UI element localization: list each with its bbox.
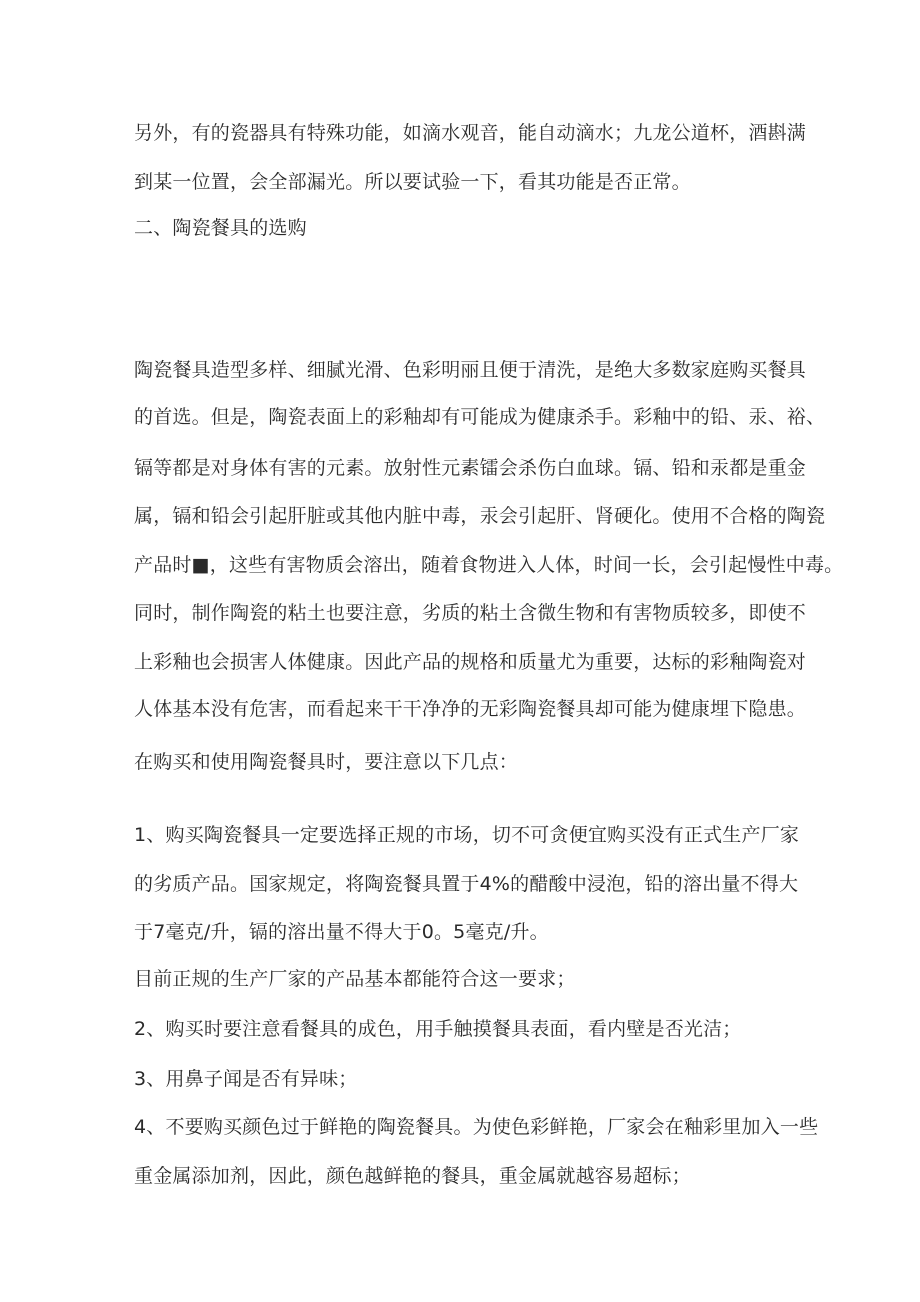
body-line-5: 产品时■，这些有害物质会溶出，随着食物进入人体，时间一长，会引起慢性中毒。 bbox=[134, 554, 844, 576]
tip-2: 2、购买时要注意看餐具的成色，用手触摸餐具表面，看内壁是否光洁； bbox=[134, 1018, 742, 1040]
tip-3: 3、用鼻子闻是否有异味； bbox=[134, 1068, 358, 1090]
body-line-7: 上彩釉也会损害人体健康。因此产品的规格和质量尤为重要，达标的彩釉陶瓷对 bbox=[134, 651, 807, 673]
tip-1-line-1: 1、购买陶瓷餐具一定要选择正规的市场，切不可贪便宜购买没有正式生产厂家 bbox=[134, 824, 800, 846]
body-line-4: 属，镉和铅会引起肝脏或其他内脏中毒，汞会引起肝、肾硬化。使用不合格的陶瓷 bbox=[134, 505, 826, 527]
tip-1-line-3: 于7毫克/升，镉的溶出量不得大于0。5毫克/升。 bbox=[134, 921, 549, 943]
tips-intro: 在购买和使用陶瓷餐具时，要注意以下几点： bbox=[134, 751, 519, 773]
intro-line-2: 到某一位置，会全部漏光。所以要试验一下，看其功能是否正常。 bbox=[134, 171, 691, 193]
tip-1-note: 目前正规的生产厂家的产品基本都能符合这一要求； bbox=[134, 968, 576, 990]
body-line-3: 镉等都是对身体有害的元素。放射性元素镭会杀伤白血球。镉、铅和汞都是重金 bbox=[134, 457, 807, 479]
body-line-6: 同时，制作陶瓷的粘土也要注意，劣质的粘土含微生物和有害物质较多，即使不 bbox=[134, 602, 807, 624]
intro-line-1: 另外，有的瓷器具有特殊功能，如滴水观音，能自动滴水；九龙公道杯，酒斟满 bbox=[134, 122, 807, 144]
body-line-2: 的首选。但是，陶瓷表面上的彩釉却有可能成为健康杀手。彩釉中的铅、汞、裕、 bbox=[134, 406, 826, 428]
tip-4-line-1: 4、不要购买颜色过于鲜艳的陶瓷餐具。为使色彩鲜艳，厂家会在釉彩里加入一些 bbox=[134, 1116, 819, 1138]
body-line-1: 陶瓷餐具造型多样、细腻光滑、色彩明丽且便于清洗，是绝大多数家庭购买餐具 bbox=[134, 359, 807, 381]
section-heading: 二、陶瓷餐具的选购 bbox=[134, 217, 307, 239]
tip-1-line-2: 的劣质产品。国家规定，将陶瓷餐具置于4%的醋酸中浸泡，铅的溶出量不得大 bbox=[134, 873, 799, 895]
body-line-8: 人体基本没有危害，而看起来干干净净的无彩陶瓷餐具却可能为健康埋下隐患。 bbox=[134, 698, 807, 720]
tip-4-line-2: 重金属添加剂，因此，颜色越鲜艳的餐具，重金属就越容易超标； bbox=[134, 1165, 691, 1187]
